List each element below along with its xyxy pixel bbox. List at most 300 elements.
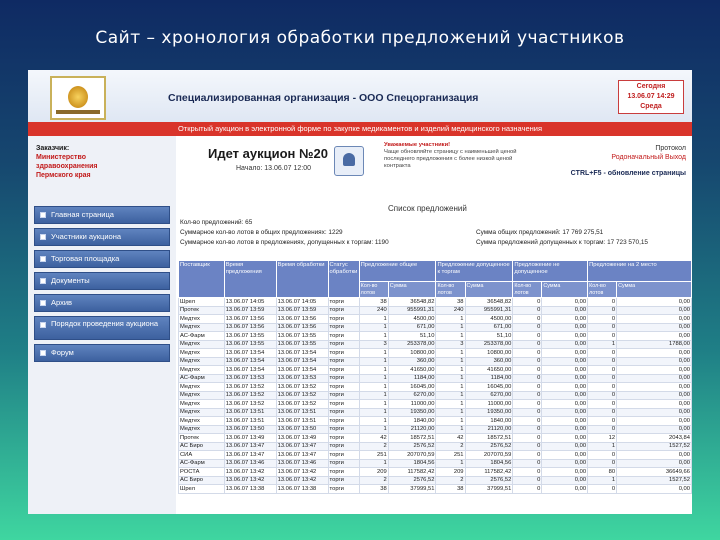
table-cell: 0 xyxy=(588,366,617,375)
table-cell: 13.06.07 13:54 xyxy=(276,366,328,375)
table-subheader: Кол-во лотов xyxy=(436,282,465,298)
table-cell: АС-Фарм xyxy=(179,332,225,341)
weekday: Среда xyxy=(640,103,662,110)
table-cell: 38 xyxy=(359,485,388,494)
table-cell: 0 xyxy=(513,298,542,307)
table-row[interactable] xyxy=(179,332,692,341)
table-cell: Медтех xyxy=(179,400,225,409)
table-cell: 0,00 xyxy=(542,476,588,485)
table-cell: 13.06.07 13:38 xyxy=(276,485,328,494)
table-cell: 13.06.07 13:47 xyxy=(224,442,276,451)
table-row[interactable] xyxy=(179,306,692,315)
table-cell: 1 xyxy=(436,315,465,324)
table-row[interactable] xyxy=(179,485,692,494)
table-cell: 207070,59 xyxy=(388,451,436,460)
table-cell: 13.06.07 13:59 xyxy=(224,306,276,315)
table-cell: Медтех xyxy=(179,408,225,417)
table-cell: Медтех xyxy=(179,383,225,392)
table-cell: 1 xyxy=(436,366,465,375)
table-cell: 1 xyxy=(436,349,465,358)
table-cell: 38 xyxy=(436,485,465,494)
table-cell: 13.06.07 14:05 xyxy=(224,298,276,307)
table-cell: 207070,59 xyxy=(465,451,513,460)
table-cell: 0 xyxy=(513,451,542,460)
table-header: Статус обработки xyxy=(328,261,359,298)
table-cell: 1527,52 xyxy=(617,442,692,451)
summary-left: Суммарное кол-во лотов в общих предложениях: 1229 xyxy=(180,229,343,236)
table-cell: 0,00 xyxy=(617,408,692,417)
table-cell: 10800,00 xyxy=(388,349,436,358)
table-cell: АС Биро xyxy=(179,442,225,451)
table-cell: торги xyxy=(328,306,359,315)
table-cell: 21120,00 xyxy=(388,425,436,434)
table-cell: 0,00 xyxy=(617,306,692,315)
table-cell: 1 xyxy=(359,349,388,358)
table-cell: 2576,52 xyxy=(388,442,436,451)
table-cell: 0,00 xyxy=(617,374,692,383)
offers-table xyxy=(178,260,692,494)
table-cell: Медтех xyxy=(179,357,225,366)
table-cell: 6270,00 xyxy=(465,391,513,400)
table-cell: 0 xyxy=(588,357,617,366)
table-cell: 0 xyxy=(513,476,542,485)
table-cell: 0,00 xyxy=(617,451,692,460)
table-cell: 41650,00 xyxy=(465,366,513,375)
table-cell: 671,00 xyxy=(388,323,436,332)
table-cell: торги xyxy=(328,349,359,358)
table-row[interactable] xyxy=(179,468,692,477)
protocol-link[interactable]: Протокол xyxy=(655,145,686,152)
sidebar-item-archive[interactable]: Архив xyxy=(34,294,170,312)
table-cell: 1 xyxy=(436,374,465,383)
sidebar xyxy=(28,136,176,514)
table-cell: 3 xyxy=(436,340,465,349)
table-row[interactable] xyxy=(179,366,692,375)
table-cell: 0 xyxy=(588,400,617,409)
sidebar-item-trading-floor[interactable]: Торговая площадка xyxy=(34,250,170,268)
table-cell: 0,00 xyxy=(617,366,692,375)
table-cell: 0,00 xyxy=(542,366,588,375)
list-title: Список предложений xyxy=(388,204,467,213)
table-cell: 13.06.07 13:42 xyxy=(276,468,328,477)
table-cell: 0 xyxy=(513,332,542,341)
table-cell: 209 xyxy=(359,468,388,477)
table-subheader: Сумма xyxy=(388,282,436,298)
table-cell: Медтех xyxy=(179,315,225,324)
table-cell: торги xyxy=(328,366,359,375)
table-cell: 13.06.07 13:51 xyxy=(276,417,328,426)
table-cell: 1 xyxy=(436,323,465,332)
table-cell: 11000,00 xyxy=(388,400,436,409)
table-cell: 1 xyxy=(359,417,388,426)
table-cell: 0,00 xyxy=(617,391,692,400)
table-cell: торги xyxy=(328,442,359,451)
table-cell: 13.06.07 13:50 xyxy=(224,425,276,434)
bell-icon[interactable] xyxy=(334,146,364,176)
table-cell: 0 xyxy=(588,408,617,417)
table-cell: 13.06.07 13:55 xyxy=(276,332,328,341)
table-cell: торги xyxy=(328,340,359,349)
table-subheader: Кол-во лотов xyxy=(588,282,617,298)
table-cell: 0 xyxy=(588,298,617,307)
site-header xyxy=(28,70,692,123)
table-cell: 0 xyxy=(513,434,542,443)
protocol-block xyxy=(611,144,686,162)
table-header: Поставщик xyxy=(179,261,225,298)
table-cell: 13.06.07 13:52 xyxy=(224,400,276,409)
table-cell: 0 xyxy=(588,485,617,494)
table-cell: 13.06.07 13:47 xyxy=(224,451,276,460)
auction-banner: Открытый аукцион в электронной форме по закупке медикаментов и изделий медицинского назначения xyxy=(28,122,692,136)
customer-label: Заказчик: xyxy=(36,145,70,152)
table-cell: 1 xyxy=(588,476,617,485)
table-cell: 253378,00 xyxy=(465,340,513,349)
table-cell: 16045,00 xyxy=(388,383,436,392)
summary-left: Кол-во предложений: 65 xyxy=(180,219,253,226)
sidebar-item-forum[interactable]: Форум xyxy=(34,344,170,362)
table-cell: 2043,84 xyxy=(617,434,692,443)
table-cell: 1 xyxy=(436,400,465,409)
table-cell: 19350,00 xyxy=(388,408,436,417)
table-cell: 13.06.07 13:55 xyxy=(224,340,276,349)
table-header: Предложение общее xyxy=(359,261,436,282)
table-cell: 253378,00 xyxy=(388,340,436,349)
table-cell: 1804,56 xyxy=(465,459,513,468)
table-cell: Медтех xyxy=(179,417,225,426)
table-cell: 1840,00 xyxy=(388,417,436,426)
table-cell: 0 xyxy=(513,383,542,392)
table-row[interactable] xyxy=(179,391,692,400)
table-cell: 1 xyxy=(436,332,465,341)
table-cell: торги xyxy=(328,468,359,477)
table-cell: торги xyxy=(328,323,359,332)
org-title: Специализированная организация - ООО Спецорганизация xyxy=(168,92,479,104)
table-cell: 42 xyxy=(436,434,465,443)
table-cell: 13.06.07 13:46 xyxy=(276,459,328,468)
table-cell: 2576,52 xyxy=(465,442,513,451)
table-cell: 0,00 xyxy=(617,383,692,392)
summary-lines xyxy=(180,218,692,248)
table-cell: 13.06.07 13:47 xyxy=(276,451,328,460)
date-value: 13.06.07 14:29 xyxy=(627,93,675,100)
table-cell: торги xyxy=(328,417,359,426)
table-cell: 0,00 xyxy=(542,417,588,426)
table-row[interactable] xyxy=(179,315,692,324)
table-cell: 38 xyxy=(436,298,465,307)
table-cell: 13.06.07 13:51 xyxy=(224,408,276,417)
table-cell: торги xyxy=(328,391,359,400)
table-cell: торги xyxy=(328,374,359,383)
table-cell: 0 xyxy=(513,400,542,409)
table-cell: 0 xyxy=(588,417,617,426)
table-cell: 671,00 xyxy=(465,323,513,332)
table-cell: 13.06.07 13:56 xyxy=(224,315,276,324)
table-cell: 13.06.07 13:59 xyxy=(276,306,328,315)
table-cell: 13.06.07 13:52 xyxy=(224,383,276,392)
table-cell: 0 xyxy=(513,417,542,426)
table-cell: 37999,51 xyxy=(388,485,436,494)
table-cell: 2 xyxy=(359,476,388,485)
table-cell: 0 xyxy=(588,349,617,358)
table-cell: 360,00 xyxy=(465,357,513,366)
table-cell: 2 xyxy=(436,476,465,485)
date-label: Сегодня xyxy=(636,83,666,90)
table-cell: 117582,42 xyxy=(465,468,513,477)
table-cell: 2576,52 xyxy=(465,476,513,485)
summary-right: Сумма предложений допущенных к торгам: 17 723 570,15 xyxy=(476,239,648,246)
table-cell: 0 xyxy=(588,451,617,460)
table-cell: 13.06.07 13:51 xyxy=(224,417,276,426)
table-cell: 13.06.07 13:54 xyxy=(276,357,328,366)
table-cell: Протек xyxy=(179,306,225,315)
table-cell: 0,00 xyxy=(617,485,692,494)
table-cell: 1527,52 xyxy=(617,476,692,485)
table-cell: 1 xyxy=(588,442,617,451)
table-subheader: Сумма xyxy=(542,282,588,298)
table-cell: 0,00 xyxy=(617,459,692,468)
table-cell: 0 xyxy=(513,485,542,494)
table-row[interactable] xyxy=(179,417,692,426)
table-row[interactable] xyxy=(179,442,692,451)
table-cell: 51,10 xyxy=(465,332,513,341)
table-cell: 21120,00 xyxy=(465,425,513,434)
table-cell: 0,00 xyxy=(617,298,692,307)
table-cell: 13.06.07 13:53 xyxy=(276,374,328,383)
table-cell: 0,00 xyxy=(617,417,692,426)
table-cell: 0,00 xyxy=(542,434,588,443)
table-cell: 0,00 xyxy=(542,485,588,494)
table-cell: 0,00 xyxy=(542,357,588,366)
table-cell: Шрел xyxy=(179,298,225,307)
bullet-icon xyxy=(40,300,46,306)
table-cell: торги xyxy=(328,434,359,443)
table-cell: 0 xyxy=(588,306,617,315)
table-cell: 36649,66 xyxy=(617,468,692,477)
table-cell: 0,00 xyxy=(542,459,588,468)
table-header: Предложение не допущенное xyxy=(513,261,588,282)
table-cell: 117582,42 xyxy=(388,468,436,477)
table-cell: 251 xyxy=(436,451,465,460)
table-cell: 0,00 xyxy=(542,323,588,332)
table-cell: 1 xyxy=(359,323,388,332)
table-cell: 0 xyxy=(588,332,617,341)
customer-block xyxy=(36,144,97,180)
table-cell: 18572,51 xyxy=(465,434,513,443)
table-cell: 1 xyxy=(359,391,388,400)
table-cell: 0,00 xyxy=(542,332,588,341)
table-cell: 0,00 xyxy=(542,391,588,400)
table-cell: 13.06.07 13:52 xyxy=(224,391,276,400)
table-cell: 0 xyxy=(588,391,617,400)
table-cell: Шрел xyxy=(179,485,225,494)
table-cell: 2576,52 xyxy=(388,476,436,485)
main-content xyxy=(178,136,692,514)
table-cell: АС Биро xyxy=(179,476,225,485)
table-cell: 0 xyxy=(588,315,617,324)
table-cell: 13.06.07 13:49 xyxy=(224,434,276,443)
table-cell: 13.06.07 13:49 xyxy=(276,434,328,443)
table-cell: 1 xyxy=(359,408,388,417)
sidebar-item-procedure[interactable]: Порядок проведения аукциона xyxy=(34,316,170,340)
table-cell: торги xyxy=(328,476,359,485)
table-cell: 0 xyxy=(513,425,542,434)
table-cell: 13.06.07 13:54 xyxy=(224,366,276,375)
website-screenshot xyxy=(28,70,692,514)
summary-left: Суммарное кол-во лотов в предложениях, допущенных к торгам: 1190 xyxy=(180,239,389,246)
table-cell: 0,00 xyxy=(617,425,692,434)
table-cell: 360,00 xyxy=(388,357,436,366)
table-row[interactable] xyxy=(179,425,692,434)
table-cell: 13.06.07 13:54 xyxy=(276,349,328,358)
table-cell: 13.06.07 13:54 xyxy=(224,349,276,358)
table-cell: 0,00 xyxy=(617,332,692,341)
table-cell: 13.06.07 13:42 xyxy=(224,476,276,485)
table-row[interactable] xyxy=(179,340,692,349)
table-cell: 955991,31 xyxy=(388,306,436,315)
sidebar-item-participants[interactable]: Участники аукциона xyxy=(34,228,170,246)
table-cell: 13.06.07 13:56 xyxy=(276,315,328,324)
summary-right: Сумма общих предложений: 17 769 275,51 xyxy=(476,229,604,236)
table-cell: 13.06.07 13:42 xyxy=(276,476,328,485)
customer-line: Министерство xyxy=(36,154,86,161)
sidebar-item-home[interactable]: Главная страница xyxy=(34,206,170,224)
refresh-hint: CTRL+F5 - обновление страницы xyxy=(570,170,686,177)
table-row[interactable] xyxy=(179,374,692,383)
sidebar-item-documents[interactable]: Документы xyxy=(34,272,170,290)
table-cell: 0,00 xyxy=(542,340,588,349)
slide-title: Сайт – хронология обработки предложений участников xyxy=(95,28,625,48)
table-cell: 1 xyxy=(359,366,388,375)
table-row[interactable] xyxy=(179,408,692,417)
attention-title: Уважаемые участники! xyxy=(384,142,451,148)
table-cell: торги xyxy=(328,357,359,366)
protocol-sub[interactable]: Родоначальный Выход xyxy=(611,154,686,161)
table-header: Время предложения xyxy=(224,261,276,298)
table-row[interactable] xyxy=(179,459,692,468)
table-cell: 3 xyxy=(359,340,388,349)
table-cell: 0,00 xyxy=(617,323,692,332)
table-cell: 1804,56 xyxy=(388,459,436,468)
table-cell: Медтех xyxy=(179,425,225,434)
table-cell: 13.06.07 13:55 xyxy=(224,332,276,341)
table-cell: 36548,82 xyxy=(388,298,436,307)
table-cell: 1 xyxy=(436,425,465,434)
table-cell: 2 xyxy=(359,442,388,451)
table-cell: 4500,00 xyxy=(388,315,436,324)
table-cell: 13.06.07 13:51 xyxy=(276,408,328,417)
bullet-icon xyxy=(40,234,46,240)
table-cell: 13.06.07 13:55 xyxy=(276,340,328,349)
table-cell: 251 xyxy=(359,451,388,460)
table-cell: 0,00 xyxy=(617,315,692,324)
table-cell: 0,00 xyxy=(617,400,692,409)
table-cell: торги xyxy=(328,383,359,392)
table-cell: 1 xyxy=(359,400,388,409)
table-subheader: Кол-во лотов xyxy=(513,282,542,298)
bullet-icon xyxy=(40,212,46,218)
bullet-icon xyxy=(40,322,46,328)
table-row[interactable] xyxy=(179,476,692,485)
table-cell: 6270,00 xyxy=(388,391,436,400)
table-cell: 51,10 xyxy=(388,332,436,341)
table-cell: торги xyxy=(328,315,359,324)
table-cell: 1 xyxy=(436,417,465,426)
table-cell: 1 xyxy=(588,340,617,349)
table-row[interactable] xyxy=(179,323,692,332)
table-cell: 1 xyxy=(436,408,465,417)
table-cell: торги xyxy=(328,408,359,417)
table-cell: 13.06.07 14:05 xyxy=(276,298,328,307)
table-cell: 42 xyxy=(359,434,388,443)
table-cell: 0,00 xyxy=(542,408,588,417)
table-row[interactable] xyxy=(179,451,692,460)
table-row[interactable] xyxy=(179,400,692,409)
table-cell: 1 xyxy=(436,383,465,392)
auction-title: Идет аукцион №20 xyxy=(208,146,328,161)
table-cell: 80 xyxy=(588,468,617,477)
table-cell: 1184,00 xyxy=(388,374,436,383)
table-cell: АС-Фарм xyxy=(179,459,225,468)
table-cell: 0 xyxy=(513,366,542,375)
attention-note xyxy=(384,142,534,170)
table-header: Время обработки xyxy=(276,261,328,298)
table-cell: 0,00 xyxy=(542,374,588,383)
table-row[interactable] xyxy=(179,298,692,307)
table-cell: 209 xyxy=(436,468,465,477)
table-header: Предложение на 2 место xyxy=(588,261,692,282)
table-cell: 13.06.07 13:53 xyxy=(224,374,276,383)
table-cell: РОСТА xyxy=(179,468,225,477)
table-row[interactable] xyxy=(179,357,692,366)
table-row[interactable] xyxy=(179,434,692,443)
table-body xyxy=(179,298,692,494)
table-cell: 13.06.07 13:47 xyxy=(276,442,328,451)
table-cell: 0 xyxy=(513,340,542,349)
table-row[interactable] xyxy=(179,349,692,358)
table-cell: Медтех xyxy=(179,340,225,349)
table-cell: 0 xyxy=(588,425,617,434)
table-cell: 1 xyxy=(359,383,388,392)
table-cell: 0 xyxy=(513,442,542,451)
table-subheader: Сумма xyxy=(617,282,692,298)
table-cell: 10800,00 xyxy=(465,349,513,358)
table-cell: 1788,00 xyxy=(617,340,692,349)
table-cell: 1 xyxy=(359,315,388,324)
table-subheader: Кол-во лотов xyxy=(359,282,388,298)
table-cell: 11000,00 xyxy=(465,400,513,409)
table-row[interactable] xyxy=(179,383,692,392)
table-cell: 0,00 xyxy=(542,442,588,451)
table-cell: 0 xyxy=(588,459,617,468)
table-cell: 0 xyxy=(588,383,617,392)
table-cell: 0,00 xyxy=(542,315,588,324)
table-cell: 0 xyxy=(513,391,542,400)
table-cell: торги xyxy=(328,451,359,460)
table-cell: 0,00 xyxy=(617,357,692,366)
table-cell: 0,00 xyxy=(542,383,588,392)
table-cell: 0,00 xyxy=(542,306,588,315)
table-cell: 0,00 xyxy=(617,349,692,358)
table-cell: 41650,00 xyxy=(388,366,436,375)
table-cell: 0 xyxy=(513,349,542,358)
table-cell: 1 xyxy=(436,391,465,400)
table-cell: Медтех xyxy=(179,366,225,375)
sidebar-nav xyxy=(34,206,170,366)
table-cell: Медтех xyxy=(179,391,225,400)
table-cell: 13.06.07 13:52 xyxy=(276,391,328,400)
table-cell: 0 xyxy=(513,408,542,417)
table-cell: 1 xyxy=(359,332,388,341)
